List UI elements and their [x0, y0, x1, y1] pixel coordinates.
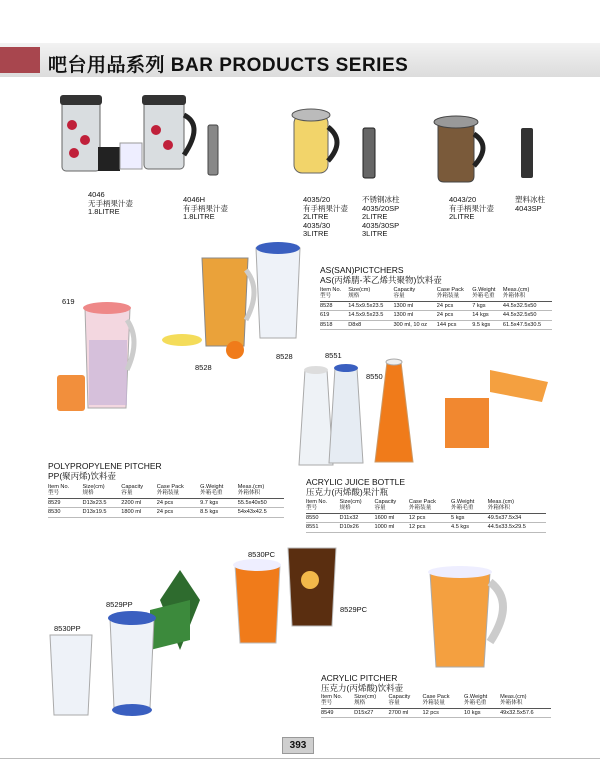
col-item: Item No. — [320, 287, 342, 293]
callout-8551: 8551 — [325, 351, 342, 360]
table-cell: 4.5 kgs — [451, 523, 488, 532]
table-cell: D13x19.5 — [83, 508, 122, 517]
product-code-2: 4035/30SP — [362, 220, 400, 230]
page-title: 吧台用品系列 BAR PRODUCTS SERIES — [48, 55, 409, 76]
table-cell: Meas.(cm) 外箱体积 — [488, 499, 546, 513]
table-cell — [472, 287, 503, 301]
table-cell: 14 kgs — [472, 311, 503, 320]
table-cell: Meas.(cm) 外箱体积 — [500, 694, 551, 708]
product-desc: 4043SP — [515, 203, 542, 213]
ajb-title-en: ACRYLIC JUICE BOTTLE — [306, 477, 406, 487]
product-desc: 无手柄果汁壶 — [88, 198, 133, 208]
table-cell: 1300 ml — [393, 301, 436, 310]
table-cell: 14.5x9.5x23.5 — [348, 301, 393, 310]
product-code: 塑料冰柱 — [515, 195, 545, 204]
table-cell: 2200 ml — [121, 498, 156, 507]
ap-spec-table — [321, 694, 551, 718]
table-cell — [503, 287, 552, 301]
as-spec-table — [320, 287, 552, 330]
table-cell: 1300 ml — [393, 311, 436, 320]
col-case: Case Pack — [436, 287, 464, 293]
product-capacity: 1.8LITRE — [88, 207, 120, 216]
product-code: 4043/20 — [449, 195, 477, 204]
pp-pc-pitchers-image — [40, 540, 355, 720]
table-cell: Size(cm) 规格 — [340, 499, 375, 513]
col-weight: G.Weight — [472, 287, 496, 293]
table-cell: Capacity 容量 — [389, 694, 423, 708]
table-cell: Case Pack 外箱装量 — [409, 499, 451, 513]
ajb-spec-table — [306, 499, 546, 533]
table-cell: 12 pcs — [422, 708, 464, 717]
table-cell: Item No. 型号 — [48, 484, 83, 498]
callout-8529pc: 8529PC — [340, 605, 368, 614]
table-row — [320, 311, 552, 320]
table-cell: Case Pack 外箱装量 — [157, 484, 200, 498]
table-cell: 9.7 kgs — [200, 498, 238, 507]
table-cell: D15x27 — [354, 708, 388, 717]
table-cell: 49.5x37.5x34 — [488, 513, 546, 522]
product-desc: 4035/20SP — [362, 203, 400, 213]
table-cell: 1000 ml — [374, 523, 408, 532]
table-cell: 24 pcs — [157, 508, 200, 517]
table-cell: 8551 — [306, 523, 340, 532]
table-cell: 2700 ml — [389, 708, 423, 717]
col-case-cn: 外箱装量 — [436, 293, 460, 300]
table-cell: G.Weight 外箱毛重 — [451, 499, 488, 513]
table-cell: 55.5x40x50 — [238, 498, 284, 507]
pp-title-en: POLYPROPYLENE PITCHER — [48, 461, 162, 471]
product-code: 4046 — [88, 190, 105, 199]
acrylic-pitcher-8549-image — [420, 562, 520, 672]
table-cell: 300 ml, 10 oz — [393, 320, 436, 329]
product-desc: 有手柄果汁壶 — [449, 203, 494, 213]
table-cell: 5 kgs — [451, 513, 488, 522]
ap-title — [321, 673, 403, 693]
table-cell: 24 pcs — [437, 301, 472, 310]
product-capacity: 2LITRE — [303, 212, 329, 221]
table-cell: 8549 — [321, 708, 354, 717]
ajb-title — [306, 477, 405, 497]
table-cell — [348, 287, 393, 301]
product-capacity-2: 3LITRE — [362, 229, 388, 238]
table-cell: 8530 — [48, 508, 83, 517]
product-code: 不锈钢冰柱 — [362, 195, 400, 204]
ap-title-en: ACRYLIC PITCHER — [321, 673, 398, 683]
table-cell: D10x26 — [340, 523, 375, 532]
table-cell: 12 pcs — [409, 523, 451, 532]
as-title — [320, 265, 442, 285]
product-code: 4035/20 — [303, 195, 331, 204]
table-row — [306, 513, 546, 522]
table-cell: 24 pcs — [437, 311, 472, 320]
product-capacity: 2LITRE — [449, 212, 475, 221]
table-cell: Size(cm) 规格 — [354, 694, 388, 708]
bottom-rule — [0, 758, 600, 759]
col-capacity: Capacity — [393, 287, 416, 293]
table-row — [321, 708, 551, 717]
product-capacity-2: 3LITRE — [303, 229, 329, 238]
table-cell: 44.5x33.5x29.5 — [488, 523, 546, 532]
ice-column-image — [205, 125, 223, 180]
table-cell: Case Pack 外箱装量 — [422, 694, 464, 708]
product-code-2: 4035/30 — [303, 220, 331, 230]
table-cell: 144 pcs — [437, 320, 472, 329]
table-cell: Size(cm) 规格 — [83, 484, 122, 498]
callout-8528a: 8528 — [195, 363, 212, 372]
plastic-ice-column-image — [516, 128, 540, 183]
table-cell: 10 kgs — [464, 708, 500, 717]
table-cell: 61.5x47.5x30.5 — [503, 320, 552, 329]
table-cell — [320, 287, 348, 301]
pp-spec-table — [48, 484, 284, 518]
table-cell: Item No. 型号 — [321, 694, 354, 708]
pitcher-4043-image — [432, 110, 502, 185]
table-cell: 44.5x32.5x50 — [503, 301, 552, 310]
col-meas-cn: 外箱体积 — [502, 293, 526, 300]
product-4043-label — [449, 196, 494, 222]
pp-title — [48, 461, 162, 481]
table-cell: D13x23.5 — [83, 498, 122, 507]
product-desc: 有手柄果汁壶 — [303, 203, 348, 213]
table-cell: Capacity 容量 — [374, 499, 408, 513]
pp-title-cn: PP(聚丙烯)饮料壶 — [48, 471, 117, 481]
col-meas: Meas.(cm) — [502, 287, 530, 293]
table-cell: 8528 — [320, 301, 348, 310]
juice-bottles-image — [295, 360, 555, 470]
callout-8550: 8550 — [366, 372, 383, 381]
product-code: 4046H — [183, 195, 206, 204]
pitcher-619-image — [55, 297, 140, 415]
table-row — [48, 508, 284, 517]
table-cell: 8529 — [48, 498, 83, 507]
as-title-cn: AS(丙烯腈-苯乙烯共聚物)饮料壶 — [320, 275, 442, 285]
pitcher-4035-image — [290, 105, 350, 180]
table-cell — [437, 287, 472, 301]
product-4046h-label — [183, 196, 228, 222]
product-capacity: 1.8LITRE — [183, 212, 215, 221]
col-size: Size(cm) — [348, 287, 371, 293]
page-number: 393 — [282, 737, 314, 754]
stainless-ice-column-image — [360, 128, 380, 183]
col-item-cn: 型号 — [320, 293, 332, 300]
col-weight-cn: 外箱毛重 — [472, 293, 495, 300]
product-4043sp-label — [515, 196, 545, 213]
table-cell: Meas.(cm) 外箱体积 — [238, 484, 284, 498]
callout-8530pp: 8530PP — [54, 624, 81, 633]
table-cell: D11x32 — [340, 513, 375, 522]
table-cell: 8550 — [306, 513, 340, 522]
table-cell: 44.5x32.5x50 — [503, 311, 552, 320]
col-size-cn: 规格 — [348, 293, 360, 300]
table-cell: 1800 ml — [121, 508, 156, 517]
ajb-title-cn: 压克力(丙烯酸)果汁瓶 — [306, 487, 389, 497]
ap-title-cn: 压克力(丙烯酸)饮料壶 — [321, 683, 404, 693]
table-cell: D8x8 — [348, 320, 393, 329]
header-red-tab — [0, 47, 40, 73]
table-cell: Item No. 型号 — [306, 499, 340, 513]
product-capacity: 2LITRE — [362, 212, 388, 221]
table-cell: 54x43x42.5 — [238, 508, 284, 517]
product-4035sp-label — [362, 196, 400, 239]
table-cell: 1600 ml — [374, 513, 408, 522]
table-cell: 12 pcs — [409, 513, 451, 522]
table-cell: 8.5 kgs — [200, 508, 238, 517]
col-capacity-cn: 容量 — [393, 293, 405, 300]
table-cell: G.Weight 外箱毛重 — [464, 694, 500, 708]
table-cell: 49x32.5x57.6 — [500, 708, 551, 717]
table-row — [320, 301, 552, 310]
table-cell: 9.5 kgs — [472, 320, 503, 329]
table-cell: 24 pcs — [157, 498, 200, 507]
callout-8528b: 8528 — [276, 352, 293, 361]
product-4046-label — [88, 191, 133, 217]
table-row — [48, 498, 284, 507]
product-desc: 有手柄果汁壶 — [183, 203, 228, 213]
table-cell: 14.5x9.5x23.5 — [348, 311, 393, 320]
table-cell: 619 — [320, 311, 348, 320]
table-cell — [393, 287, 436, 301]
pitchers-8528-image — [160, 240, 310, 360]
table-cell: Capacity 容量 — [121, 484, 156, 498]
callout-8530pc: 8530PC — [248, 550, 276, 559]
callout-619: 619 — [62, 297, 75, 306]
table-cell: 7 kgs — [472, 301, 503, 310]
table-row — [306, 523, 546, 532]
table-cell: 8518 — [320, 320, 348, 329]
table-row — [320, 320, 552, 329]
callout-8529pp: 8529PP — [106, 600, 133, 609]
product-4035-label — [303, 196, 348, 239]
as-title-en: AS(SAN)PICTCHERS — [320, 265, 404, 275]
table-cell: G.Weight 外箱毛重 — [200, 484, 238, 498]
pitcher-4046h-image — [140, 95, 210, 180]
